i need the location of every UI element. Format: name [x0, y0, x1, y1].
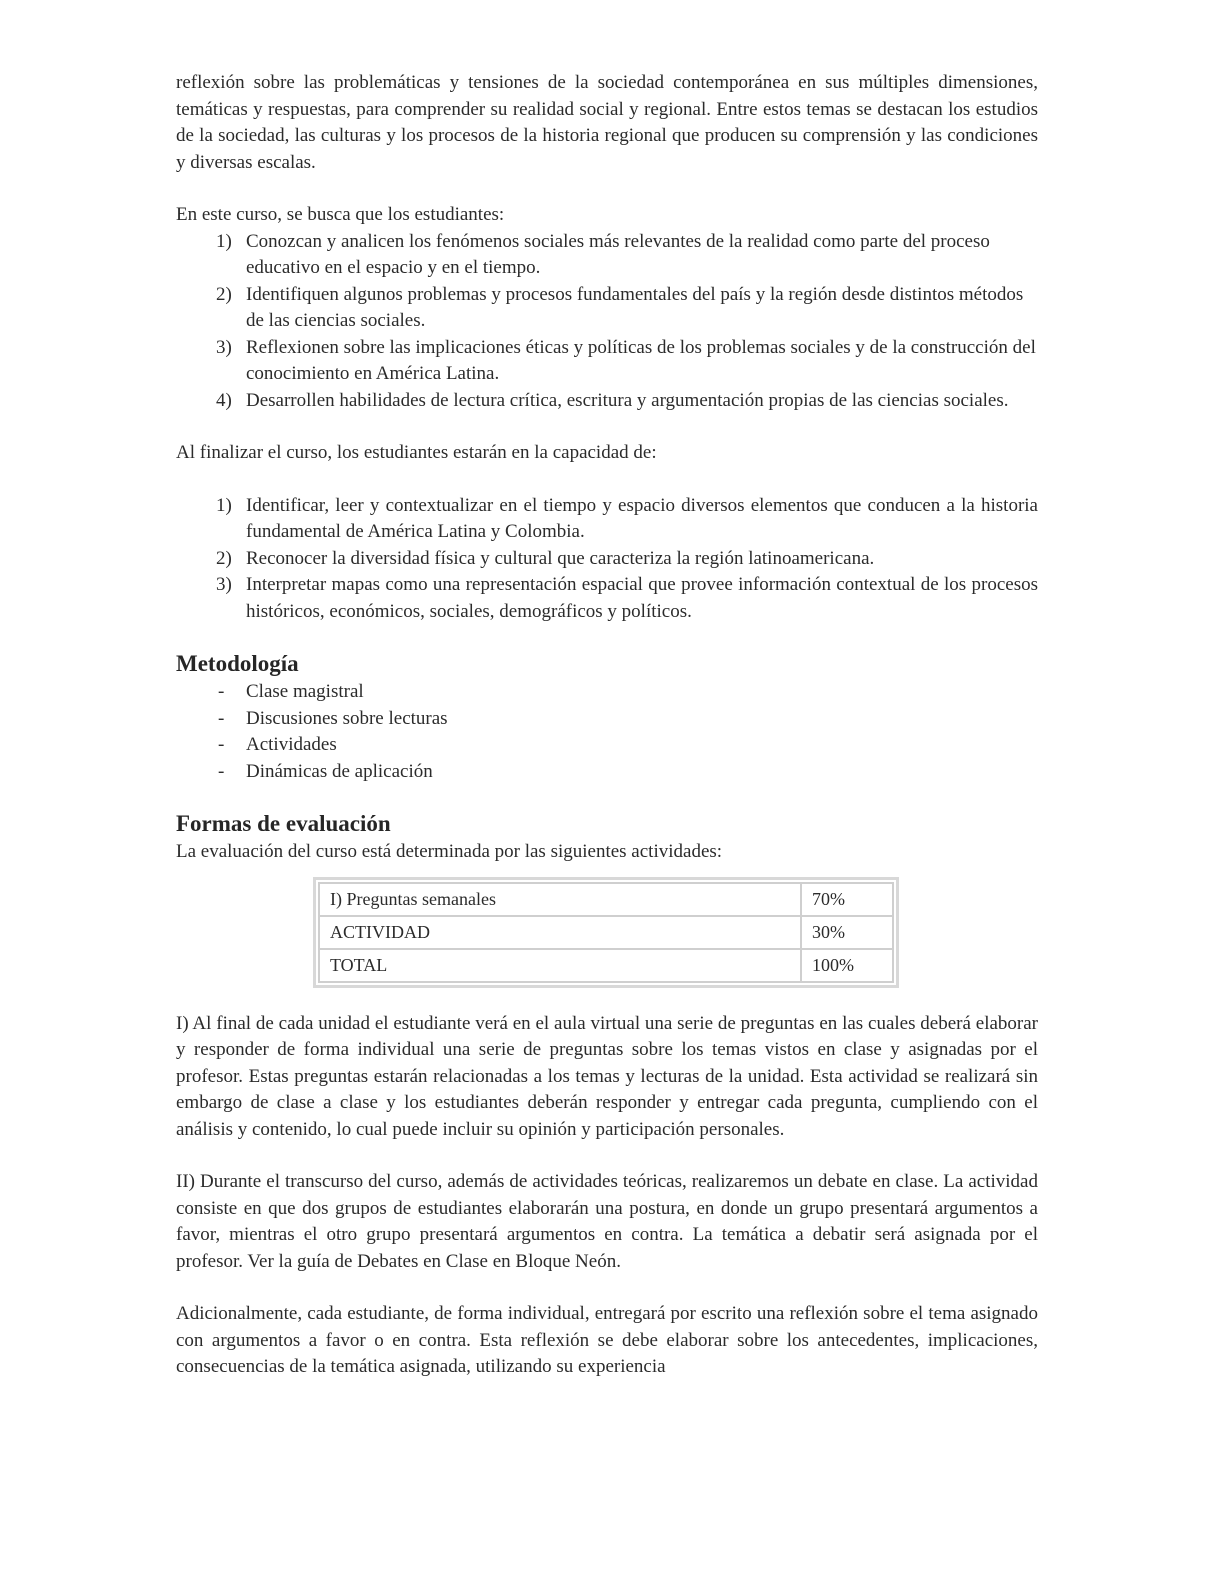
- list-item-text: Conozcan y analicen los fenómenos sociales más relevantes de la realidad como parte del proceso educativo en el espacio y en el tiempo.: [246, 230, 990, 278]
- list-number: 3): [216, 574, 232, 595]
- evaluation-paragraph-b: II) Durante el transcurso del curso, además de actividades teóricas, realizaremos un debate en clase. La actividad consiste en que dos grupos de estudiantes elaborarán una postura, en donde un grupo presentará argumentos a favor, mientras el otro grupo presentará argumentos en contra. La temática a debatir será asignada por el profesor. Ver la guía de Debates en Clase en Bloque Neón.: [176, 1171, 1038, 1272]
- table-cell-value: 100%: [801, 949, 893, 982]
- list-item: [216, 546, 1038, 573]
- list-item-text: Interpretar mapas como una representación espacial que provee información contextual de los procesos históricos, económicos, sociales, demográficos y políticos.: [246, 574, 1038, 622]
- list-item-text: Clase magistral: [246, 681, 364, 702]
- list-item: [218, 759, 1038, 786]
- list-item: [216, 572, 1038, 625]
- capacities-list: [176, 493, 1038, 626]
- list-number: 4): [216, 389, 232, 411]
- list-item: [216, 229, 1038, 282]
- list-item: [218, 732, 1038, 759]
- list-item: [216, 388, 1038, 415]
- list-number: 2): [216, 283, 232, 305]
- intro-paragraph: reflexión sobre las problemáticas y tensiones de la sociedad contemporánea en sus múltiples dimensiones, temáticas y respuestas, para comprender su realidad social y regional. Entre estos temas se destacan los estudios de la sociedad, las culturas y los procesos de la historia regional que producen su comprensión y las condiciones y diversas escalas.: [176, 72, 1038, 173]
- capacities-intro: Al finalizar el curso, los estudiantes estarán en la capacidad de:: [176, 442, 657, 463]
- evaluation-heading: Formas de evaluación: [176, 811, 391, 836]
- evaluation-table: [318, 882, 894, 983]
- table-row: [319, 916, 893, 949]
- table-row: [319, 883, 893, 916]
- dash-bullet: -: [218, 681, 225, 702]
- table-row: [319, 949, 893, 982]
- table-cell-value: 30%: [801, 916, 893, 949]
- list-item-text: Dinámicas de aplicación: [246, 760, 433, 782]
- table-cell-activity: ACTIVIDAD: [319, 916, 801, 949]
- list-item-text: Reflexionen sobre las implicaciones éticas y políticas de los problemas sociales y de la construcción del conocimiento en América Latina.: [246, 336, 1036, 384]
- list-item-text: Actividades: [246, 734, 337, 755]
- list-number: 3): [216, 336, 232, 358]
- list-number: 2): [216, 547, 232, 569]
- list-item: [216, 335, 1038, 388]
- list-item-text: Discusiones sobre lecturas: [246, 707, 448, 729]
- list-item: [218, 706, 1038, 733]
- document-page: [176, 70, 1038, 1381]
- evaluation-intro: La evaluación del curso está determinada por las siguientes actividades:: [176, 841, 723, 862]
- list-item: [216, 282, 1038, 335]
- list-number: 1): [216, 494, 232, 516]
- list-item-text: Identificar, leer y contextualizar en el tiempo y espacio diversos elementos que conducen a la historia fundamental de América Latina y Colombia.: [246, 494, 1038, 542]
- methodology-heading: Metodología: [176, 651, 299, 676]
- list-item-text: Identifiquen algunos problemas y procesos fundamentales del país y la región desde distintos métodos de las ciencias sociales.: [246, 283, 1024, 331]
- table-cell-value: 70%: [801, 883, 893, 916]
- list-item: [218, 679, 1038, 706]
- evaluation-paragraph-a: I) Al final de cada unidad el estudiante verá en el aula virtual una serie de preguntas en las cuales deberá elaborar y responder de forma individual una serie de preguntas sobre los temas vistos en clase y asignadas por el profesor. Estas preguntas estarán relacionadas a los temas y lecturas de la unidad. Esta actividad se realizará sin embargo de clase a clase y los estudiantes deberán responder y entregar cada pregunta, cumpliendo con el análisis y contenido, lo cual puede incluir su opinión y participación personales.: [176, 1012, 1038, 1140]
- table-cell-activity: I) Preguntas semanales: [319, 883, 801, 916]
- methodology-list: [176, 679, 1038, 785]
- dash-bullet: -: [218, 760, 225, 782]
- dash-bullet: -: [218, 707, 225, 729]
- objectives-intro: En este curso, se busca que los estudiantes:: [176, 204, 505, 225]
- table-cell-activity: TOTAL: [319, 949, 801, 982]
- dash-bullet: -: [218, 734, 225, 755]
- list-item: [216, 493, 1038, 546]
- objectives-list: [176, 229, 1038, 415]
- list-item-text: Desarrollen habilidades de lectura crítica, escritura y argumentación propias de las ciencias sociales.: [246, 389, 1009, 411]
- list-item-text: Reconocer la diversidad física y cultural que caracteriza la región latinoamericana.: [246, 547, 875, 569]
- evaluation-paragraph-c: Adicionalmente, cada estudiante, de forma individual, entregará por escrito una reflexión sobre el tema asignado con argumentos a favor o en contra. Esta reflexión se debe elaborar sobre los antecedentes, implicaciones, consecuencias de la temática asignada, utilizando su experiencia: [176, 1303, 1038, 1377]
- list-number: 1): [216, 230, 232, 252]
